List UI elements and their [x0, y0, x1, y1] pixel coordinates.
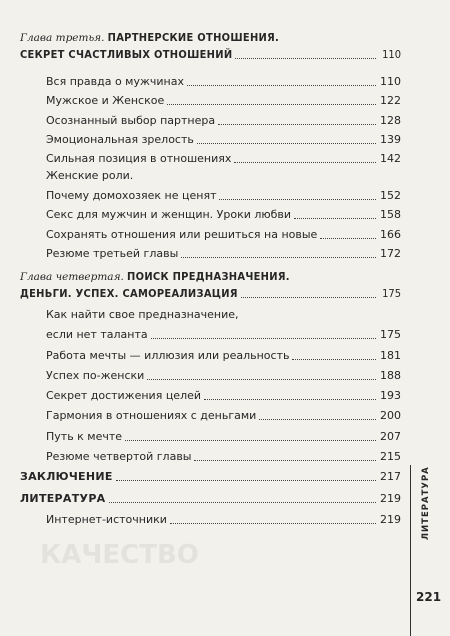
- toc-entry: Сильная позиция в отношениях 142: [46, 152, 401, 165]
- toc-entry: Гармония в отношениях с деньгами 200: [46, 409, 401, 422]
- chapter3-page: 110: [382, 48, 401, 61]
- chapter3-title-line2: СЕКРЕТ СЧАСТЛИВЫХ ОТНОШЕНИЙ: [20, 48, 233, 61]
- page-number: 221: [416, 590, 442, 604]
- toc-entry: Осознанный выбор партнера 128: [46, 114, 401, 127]
- toc-entry: Успех по-женски 188: [46, 369, 401, 382]
- toc-entry: Интернет-источники 219: [46, 513, 401, 526]
- chapter3-heading: [20, 30, 401, 46]
- toc-entry: Секс для мужчин и женщин. Уроки любви 158: [46, 208, 401, 221]
- toc-entry-line1: Женские роли.: [46, 169, 134, 182]
- toc-entry: Эмоциональная зрелость 139: [46, 133, 401, 146]
- toc-entry: Резюме четвертой главы 215: [46, 450, 401, 463]
- toc-entry: Сохранять отношения или решиться на новые 166: [46, 228, 401, 241]
- toc-entry: Секрет достижения целей 193: [46, 389, 401, 402]
- chapter4-prefix: Глава четвертая.: [20, 271, 124, 283]
- margin-divider: [410, 465, 411, 636]
- toc-entry: Вся правда о мужчинах 110: [46, 75, 401, 88]
- toc-entry: Работа мечты — иллюзия или реальность 181: [46, 349, 401, 362]
- toc-entry: Путь к мечте 207: [46, 430, 401, 443]
- chapter4-heading-line2: [20, 286, 401, 301]
- chapter4-title-line2: ДЕНЬГИ. УСПЕХ. САМОРЕАЛИЗАЦИЯ: [20, 287, 238, 300]
- chapter3-title-line1: ПАРТНЕРСКИЕ ОТНОШЕНИЯ.: [107, 31, 280, 44]
- chapter4-title-line1: ПОИСК ПРЕДНАЗНАЧЕНИЯ.: [127, 270, 290, 283]
- chapter4-heading: [20, 269, 401, 285]
- chapter3-heading-line2: [20, 47, 401, 62]
- table-of-contents: [20, 30, 401, 527]
- toc-entry: Мужское и Женское 122: [46, 94, 401, 107]
- running-section-label: ЛИТЕРАТУРА: [421, 466, 431, 540]
- chapter4-page: 175: [382, 287, 401, 300]
- conclusion-entry: ЗАКЛЮЧЕНИЕ 217: [20, 470, 401, 483]
- toc-entry: если нет таланта 175: [46, 328, 401, 341]
- toc-entry-line1: Как найти свое предназначение,: [46, 308, 239, 321]
- toc-entry: Почему домохозяек не ценят 152: [46, 189, 401, 202]
- toc-entry: Резюме третьей главы 172: [46, 247, 401, 260]
- literature-entry: ЛИТЕРАТУРА 219: [20, 492, 401, 505]
- chapter3-prefix: Глава третья.: [20, 32, 105, 44]
